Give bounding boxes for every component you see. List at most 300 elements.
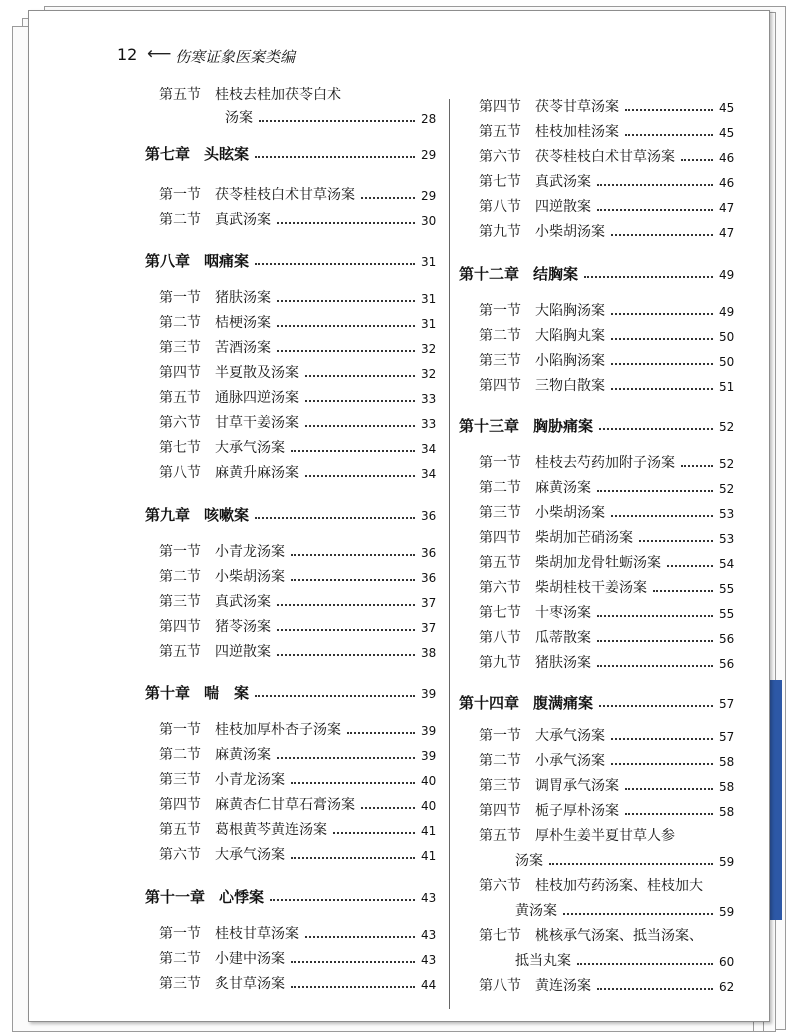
toc-entry-number: 第三节 [159,340,201,356]
toc-entry-title: 黄汤案 [515,903,557,919]
page-reference: 51 [719,380,735,394]
toc-entry-title: 桂枝加桂汤案 [535,124,619,140]
toc-entry-title: 十枣汤案 [535,605,591,621]
leader-dots [347,732,415,734]
toc-section-entry [159,592,271,612]
toc-entry-number: 第五节 [479,828,521,844]
leader-dots [667,565,713,567]
leader-dots [625,813,713,815]
page-reference: 43 [421,953,437,967]
toc-section-entry [159,288,271,308]
toc-entry-number: 第七章 [145,145,191,163]
toc-entry-title: 苦酒汤案 [215,340,271,356]
leader-dots [259,120,415,122]
toc-section-entry [159,820,327,840]
toc-section-entry [159,463,299,483]
toc-entry-title: 小柴胡汤案 [535,224,605,240]
toc-entry-number: 第三节 [159,976,201,992]
toc-entry-title: 真武汤案 [215,594,271,610]
toc-section-entry [479,326,605,346]
leader-dots [611,363,713,365]
toc-entry-number: 第五节 [479,124,521,140]
page-reference: 47 [719,201,735,215]
leader-dots [639,540,713,542]
toc-entry-title: 茯苓甘草汤案 [535,99,619,115]
toc-section-entry [515,901,557,921]
toc-entry-number: 第七节 [479,928,521,944]
toc-section-entry [479,147,675,167]
toc-section-entry [479,976,591,996]
toc-entry-number: 第四节 [479,803,521,819]
toc-entry-number: 第三节 [159,772,201,788]
toc-entry-title: 四逆散案 [215,644,271,660]
toc-entry-number: 第七节 [479,605,521,621]
toc-section-entry [515,951,571,971]
toc-section-entry [159,720,341,740]
toc-chapter-entry [145,887,264,907]
leader-dots [611,515,713,517]
leader-dots [305,400,415,402]
page-reference: 47 [719,226,735,240]
toc-entry-number: 第一节 [159,722,201,738]
toc-entry-title: 猪苓汤案 [215,619,271,635]
toc-entry-title: 猪肤汤案 [535,655,591,671]
toc-section-entry [479,172,591,192]
toc-entry-title: 麻黄汤案 [535,480,591,496]
leader-dots [597,184,713,186]
leader-dots [611,763,713,765]
toc-entry-number: 第二节 [159,315,201,331]
toc-section-entry [479,222,605,242]
toc-section-entry [479,603,591,623]
leader-dots [597,988,713,990]
toc-section-entry [159,388,299,408]
toc-entry-title: 猪肤汤案 [215,290,271,306]
toc-entry-number: 第四节 [159,619,201,635]
toc-entry-title: 心悸案 [219,888,265,906]
toc-entry-number: 第十章 [145,684,191,702]
toc-entry-title: 大承气汤案 [215,847,285,863]
page-reference: 57 [719,697,735,711]
toc-entry-title: 喘 案 [204,684,250,702]
leader-dots [361,197,415,199]
page-reference: 55 [719,582,735,596]
toc-entry-title: 结胸案 [533,265,579,283]
leader-dots [599,428,713,430]
toc-entry-title: 桂枝加芍药汤案、桂枝加大 [535,878,703,894]
column-divider [449,99,450,1009]
page-reference: 55 [719,607,735,621]
toc-entry-title: 四逆散案 [535,199,591,215]
toc-entry-number: 第六节 [159,847,201,863]
leader-dots [653,590,713,592]
toc-entry-title: 茯苓桂枝白术甘草汤案 [215,187,355,203]
page-reference: 29 [421,189,437,203]
toc-entry-number: 第四节 [159,365,201,381]
leader-dots [270,899,415,901]
toc-entry-title: 汤案 [225,110,253,126]
toc-entry-number: 第九节 [479,655,521,671]
toc-chapter-entry [459,416,593,436]
toc-section-entry [479,503,605,523]
page-reference: 37 [421,621,437,635]
toc-section-entry [479,726,605,746]
toc-entry-number: 第五节 [479,555,521,571]
page-reference: 34 [421,442,437,456]
page-reference: 39 [421,749,437,763]
leader-dots [549,863,713,865]
page-reference: 31 [421,292,437,306]
toc-section-entry [479,376,605,396]
leader-dots [291,450,415,452]
book-title: 伤寒证象医案类编 [175,48,296,66]
page-reference: 58 [719,780,735,794]
leader-dots [611,338,713,340]
toc-section-entry [159,642,271,662]
toc-entry-number: 第三节 [479,778,521,794]
page-reference: 58 [719,755,735,769]
leader-dots [277,654,415,656]
leader-dots [611,234,713,236]
toc-section-entry [159,313,271,333]
leader-dots [577,963,713,965]
toc-entry-number: 第九章 [145,506,191,524]
page-reference: 37 [421,596,437,610]
toc-entry-title: 小建中汤案 [215,951,285,967]
toc-entry-title: 柴胡加龙骨牡蛎汤案 [535,555,661,571]
page-reference: 56 [719,657,735,671]
toc-entry-title: 大陷胸丸案 [535,328,605,344]
toc-entry-number: 第四节 [159,797,201,813]
toc-entry-number: 第一节 [159,926,201,942]
toc-entry-title: 小承气汤案 [535,753,605,769]
page-reference: 28 [421,112,437,126]
toc-entry-number: 第七节 [159,440,201,456]
toc-section-entry [159,567,285,587]
toc-entry-title: 桃核承气汤案、抵当汤案、 [535,928,703,944]
toc-entry-number: 第六节 [479,878,521,894]
toc-entry-title: 桂枝甘草汤案 [215,926,299,942]
page-reference: 44 [421,978,437,992]
page-reference: 39 [421,687,437,701]
leader-dots [597,665,713,667]
page-reference: 39 [421,724,437,738]
page-reference: 54 [719,557,735,571]
toc-section-entry [159,974,285,994]
toc-section-entry [159,949,285,969]
leader-dots [597,640,713,642]
toc-entry-title: 柴胡加芒硝汤案 [535,530,633,546]
toc-entry-number: 第八节 [479,199,521,215]
page-reference: 53 [719,507,735,521]
toc-section-entry [159,617,271,637]
toc-section-entry [479,751,605,771]
toc-entry-title: 柴胡桂枝干姜汤案 [535,580,647,596]
toc-section-entry [479,301,605,321]
page-reference: 52 [719,420,735,434]
page-reference: 36 [421,571,437,585]
toc-entry-number: 第四节 [479,99,521,115]
toc-entry-title: 大承气汤案 [215,440,285,456]
page-reference: 32 [421,367,437,381]
toc-entry-title: 炙甘草汤案 [215,976,285,992]
toc-section-entry [479,97,619,117]
toc-entry-title: 三物白散案 [535,378,605,394]
page-reference: 36 [421,546,437,560]
leader-dots [291,857,415,859]
page-reference: 40 [421,799,437,813]
toc-entry-number: 第五节 [159,390,201,406]
toc-chapter-entry [145,144,249,164]
toc-entry-title: 瓜蒂散案 [535,630,591,646]
toc-section-entry [479,653,591,673]
toc-section-entry [479,801,619,821]
leader-dots [291,579,415,581]
leader-dots [255,517,415,519]
page-reference: 52 [719,482,735,496]
leader-dots [305,475,415,477]
leader-dots [597,209,713,211]
page-reference: 34 [421,467,437,481]
toc-section-entry [159,85,341,105]
toc-section-entry [159,770,285,790]
leader-dots [611,313,713,315]
page-reference: 57 [719,730,735,744]
page-reference: 45 [719,126,735,140]
page-reference: 49 [719,268,735,282]
toc-entry-number: 第二节 [159,747,201,763]
page-reference: 43 [421,891,437,905]
page-reference: 50 [719,330,735,344]
leader-dots [597,490,713,492]
toc-entry-number: 第四节 [479,530,521,546]
toc-entry-number: 第五节 [159,822,201,838]
leader-dots [277,300,415,302]
leader-dots [333,832,415,834]
page-reference: 32 [421,342,437,356]
cover-edge [768,680,782,920]
page-reference: 36 [421,509,437,523]
page-reference: 43 [421,928,437,942]
toc-entry-number: 第一节 [479,303,521,319]
leader-dots [305,375,415,377]
toc-entry-title: 真武汤案 [215,212,271,228]
leader-dots [291,986,415,988]
toc-entry-title: 真武汤案 [535,174,591,190]
leader-dots [611,738,713,740]
toc-entry-number: 第一节 [479,455,521,471]
toc-entry-title: 通脉四逆汤案 [215,390,299,406]
toc-section-entry [159,338,271,358]
toc-section-entry [479,628,591,648]
page-reference: 41 [421,824,437,838]
toc-entry-number: 第八节 [159,465,201,481]
toc-entry-number: 第一节 [159,544,201,560]
toc-entry-title: 麻黄升麻汤案 [215,465,299,481]
page-reference: 60 [719,955,735,969]
toc-entry-number: 第六节 [479,149,521,165]
toc-entry-title: 栀子厚朴汤案 [535,803,619,819]
toc-entry-number: 第八章 [145,252,191,270]
leader-dots [255,695,415,697]
toc-entry-number: 第一节 [159,187,201,203]
toc-entry-title: 桔梗汤案 [215,315,271,331]
toc-section-entry [159,795,355,815]
toc-entry-number: 第二节 [159,951,201,967]
leader-dots [255,156,415,158]
toc-entry-number: 第二节 [479,753,521,769]
page-reference: 56 [719,632,735,646]
toc-entry-title: 葛根黄芩黄连汤案 [215,822,327,838]
toc-section-entry [479,528,633,548]
toc-entry-number: 第三节 [159,594,201,610]
leader-dots [291,961,415,963]
leader-dots [277,325,415,327]
toc-entry-number: 第二节 [479,480,521,496]
toc-section-entry [159,363,299,383]
toc-section-entry [515,851,543,871]
leader-dots [277,350,415,352]
page-reference: 52 [719,457,735,471]
leader-dots [361,807,415,809]
page-reference: 38 [421,646,437,660]
toc-entry-number: 第十二章 [459,265,520,283]
toc-entry-number: 第八节 [479,630,521,646]
toc-chapter-entry [459,264,578,284]
toc-entry-number: 第六节 [159,415,201,431]
leader-dots [563,913,713,915]
page-reference: 50 [719,355,735,369]
page-reference: 53 [719,532,735,546]
toc-entry-number: 第十一章 [145,888,206,906]
toc-section-entry [159,845,285,865]
page-reference: 31 [421,317,437,331]
toc-section-entry [159,542,285,562]
toc-entry-title: 甘草干姜汤案 [215,415,299,431]
page-reference: 46 [719,151,735,165]
toc-section-entry [225,108,253,128]
leader-dots [305,425,415,427]
toc-entry-title: 头眩案 [204,145,250,163]
toc-entry-title: 咽痛案 [204,252,250,270]
leader-dots [277,629,415,631]
toc-section-entry [479,578,647,598]
page-reference: 45 [719,101,735,115]
leader-dots [291,554,415,556]
book-page [28,10,770,1022]
page-reference: 58 [719,805,735,819]
toc-section-entry [479,926,703,946]
leader-dots [625,109,713,111]
page-reference: 46 [719,176,735,190]
toc-entry-title: 大承气汤案 [535,728,605,744]
toc-entry-title: 咳嗽案 [204,506,250,524]
page-reference: 33 [421,392,437,406]
toc-entry-title: 大陷胸汤案 [535,303,605,319]
toc-entry-number: 第三节 [479,353,521,369]
toc-entry-number: 第六节 [479,580,521,596]
toc-entry-title: 厚朴生姜半夏甘草人参 [535,828,675,844]
toc-entry-number: 第八节 [479,978,521,994]
toc-entry-number: 第二节 [159,569,201,585]
toc-entry-number: 第七节 [479,174,521,190]
toc-entry-number: 第五节 [159,644,201,660]
toc-entry-title: 调胃承气汤案 [535,778,619,794]
toc-entry-title: 桂枝去桂加茯苓白术 [215,87,341,103]
leader-dots [584,276,713,278]
page-number: 12 [117,45,138,64]
leader-dots [681,465,713,467]
toc-chapter-entry [145,251,249,271]
leader-dots [291,782,415,784]
toc-entry-title: 麻黄汤案 [215,747,271,763]
toc-entry-number: 第十三章 [459,417,520,435]
toc-entry-number: 第五节 [159,87,201,103]
page-reference: 30 [421,214,437,228]
leader-dots [305,936,415,938]
page-reference: 31 [421,255,437,269]
toc-entry-number: 第二节 [159,212,201,228]
toc-entry-title: 桂枝加厚朴杏子汤案 [215,722,341,738]
toc-section-entry [159,924,299,944]
leader-dots [611,388,713,390]
toc-entry-title: 小柴胡汤案 [215,569,285,585]
toc-section-entry [479,122,619,142]
leader-dots [625,788,713,790]
leader-dots [255,263,415,265]
toc-section-entry [479,876,703,896]
toc-entry-title: 小青龙汤案 [215,544,285,560]
toc-section-entry [479,776,619,796]
toc-entry-number: 第一节 [479,728,521,744]
page-reference: 59 [719,905,735,919]
arrow-left-icon: ⟵ [147,44,172,64]
page-reference: 40 [421,774,437,788]
leader-dots [277,757,415,759]
toc-section-entry [479,826,675,846]
toc-section-entry [479,351,605,371]
page-reference: 62 [719,980,735,994]
toc-section-entry [479,553,661,573]
toc-entry-number: 第四节 [479,378,521,394]
leader-dots [277,604,415,606]
toc-section-entry [479,197,591,217]
toc-section-entry [159,185,355,205]
toc-entry-title: 桂枝去芍药加附子汤案 [535,455,675,471]
toc-section-entry [159,438,285,458]
toc-entry-number: 第十四章 [459,694,520,712]
toc-entry-title: 半夏散及汤案 [215,365,299,381]
toc-entry-title: 茯苓桂枝白术甘草汤案 [535,149,675,165]
leader-dots [599,705,713,707]
page-reference: 41 [421,849,437,863]
leader-dots [625,134,713,136]
toc-entry-title: 小柴胡汤案 [535,505,605,521]
toc-section-entry [159,745,271,765]
toc-entry-number: 第二节 [479,328,521,344]
toc-entry-title: 汤案 [515,853,543,869]
toc-entry-title: 黄连汤案 [535,978,591,994]
toc-entry-number: 第一节 [159,290,201,306]
toc-chapter-entry [145,683,249,703]
page-reference: 59 [719,855,735,869]
toc-entry-title: 腹满痛案 [533,694,594,712]
toc-section-entry [479,453,675,473]
page-reference: 29 [421,148,437,162]
toc-entry-title: 抵当丸案 [515,953,571,969]
leader-dots [597,615,713,617]
toc-section-entry [479,478,591,498]
